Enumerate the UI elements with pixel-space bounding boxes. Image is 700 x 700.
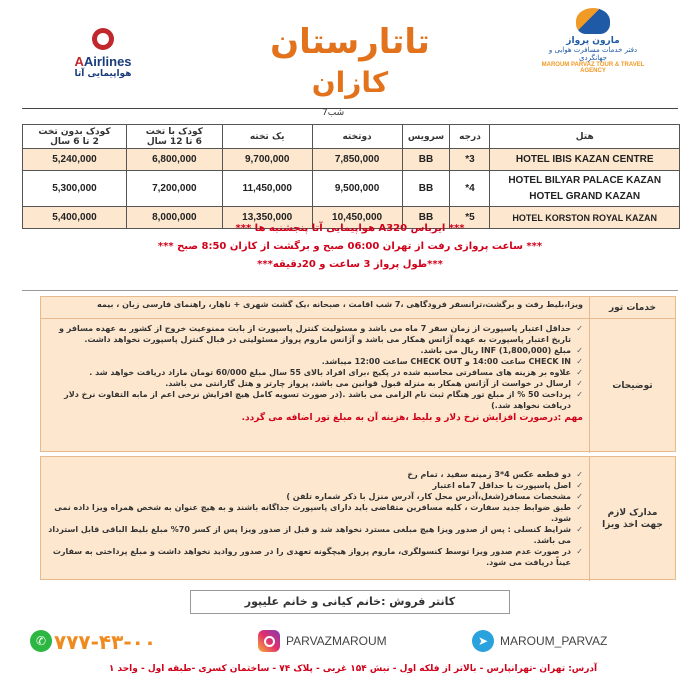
sales-counter: کانتر فروش :خانم کیانی و خانم علیپور xyxy=(190,590,510,614)
logo-right-fa2: دفتر خدمات مسافرت هوایی و جهانگردی xyxy=(548,46,638,62)
list-item: ✓ CHECK IN ساعت 14:00 و CHECK OUT ساعت 12:00 میباشد. xyxy=(47,356,583,367)
header-star: درجه xyxy=(450,125,490,149)
price-double: 7,850,000 xyxy=(312,149,402,171)
ata-logo-icon xyxy=(92,28,114,50)
hotel-service: BB xyxy=(402,149,450,171)
divider xyxy=(22,108,678,109)
list-item: ✓ اصل پاسپورت با حداقل 7ماه اعتبار xyxy=(47,480,583,491)
logo-right-en: MAROUM PARVAZ TOUR & TRAVEL AGENCY xyxy=(541,62,645,74)
tour-details-block xyxy=(40,296,676,452)
list-item: ✓ در صورت عدم صدور ویزا توسط کنسولگری، ماروم پرواز هیچگونه تعهدی را در صدور روادید نخواهد داشت و مبلغ پرداختی به سفارت عیناً دریافت می شود. xyxy=(47,546,583,568)
notes-list xyxy=(41,321,589,426)
price-child-nobed: 5,400,000 xyxy=(23,207,127,229)
table-row xyxy=(23,171,680,207)
list-item: ✓ مشخصات مسافر(شغل،آدرس محل کار، آدرس منزل با ذکر شماره تلفن ) xyxy=(47,491,583,502)
flight-line-3: ***طول پرواز 3 ساعت و 20دقیقه*** xyxy=(257,259,443,270)
divider xyxy=(22,290,678,291)
list-item: ✓ شرایط کنسلی : پس از صدور ویزا هیچ مبلغی مسترد نخواهد شد و قبل از صدور ویزا پس از کسر 70% مبلغ بلیط الباقی قابل استرداد می باشد. xyxy=(47,524,583,546)
hotel-name-2: HOTEL GRAND KAZAN xyxy=(529,190,641,202)
header-child-nobed: کودک بدون تخت 2 تا 6 سال xyxy=(23,125,127,149)
hotel-name: HOTEL KORSTON ROYAL KAZAN xyxy=(490,207,680,229)
logo-right-fa1: مارون پرواز xyxy=(566,36,620,46)
instagram-handle[interactable]: PARVAZMAROUM xyxy=(286,634,387,648)
notes-label: توضیحات xyxy=(589,319,675,453)
flight-info xyxy=(60,220,640,274)
price-single: 9,700,000 xyxy=(222,149,312,171)
list-item: ✓ حداقل اعتبار پاسپورت از زمان سفر 7 ماه می باشد و مسئولیت کنترل پاسپورت از بابت ممنوعیت خروج از کشور به عهده مسافر و تاریخ اعتبار پاسپورت به عهده آژانس همکار می باشد و آژانس ماروم پرواز مسئولیتی در قبال کنترل پاسپورت نخواهد داشت. xyxy=(47,323,583,345)
page-title: تاتارستان xyxy=(270,22,430,62)
hotel-price-table xyxy=(22,124,680,229)
important-note: مهم :درصورت افزایش نرخ دلار و بلیط ،هزینه آن به مبلغ تور اضافه می گردد. xyxy=(241,413,583,423)
ata-airlines-logo: AAirlines هواپیمایی آتا xyxy=(58,28,148,79)
logo-left-fa: هواپیمایی آتا xyxy=(74,69,132,79)
price-single: 11,450,000 xyxy=(222,171,312,207)
hotel-service: BB xyxy=(402,171,450,207)
header-hotel: هتل xyxy=(490,125,680,149)
flight-line-1: *** ایرباس A320 هواپیمایی آتا پنجشنبه ها *** xyxy=(235,223,465,234)
price-single: 13,350,000 xyxy=(222,207,312,229)
price-child-nobed: 5,240,000 xyxy=(23,149,127,171)
hotel-star: 4* xyxy=(450,171,490,207)
documents-block xyxy=(40,456,676,580)
hotel-service: BB xyxy=(402,207,450,229)
maroum-parvaz-logo xyxy=(538,8,648,74)
list-item: ✓ ارسال در خواست از آژانس همکار به منزله قبول قوانین می باشد، پرواز چارتر و هتل گارانتی می باشد. xyxy=(47,378,583,389)
hotel-name-1: HOTEL BILYAR PALACE KAZAN xyxy=(508,174,662,186)
hotel-name xyxy=(490,171,680,207)
price-child-nobed: 5,300,000 xyxy=(23,171,127,207)
hotel-star: 3* xyxy=(450,149,490,171)
header-child-bed: کودک با تخت 6 تا 12 سال xyxy=(126,125,222,149)
bird-logo-icon xyxy=(576,8,610,34)
flight-line-2: *** ساعت پروازی رفت از تهران 06:00 صبح و برگشت از کازان 8:50 صبح *** xyxy=(157,241,543,252)
telegram-icon[interactable]: ➤ xyxy=(472,630,494,652)
list-item: ✓ علاوه بر هزینه های مسافرتی محاسبه شده در پکیج ،برای افراد بالای 55 سال مبلغ 60/000 تومان مازاد دریافت خواهد شد . xyxy=(47,367,583,378)
list-item: ✓ مبلغ INF (1,800,000) ریال می باشد. xyxy=(47,345,583,356)
table-header-row xyxy=(23,125,680,149)
price-double: 10,450,000 xyxy=(312,207,402,229)
services-label: خدمات تور xyxy=(589,297,675,319)
list-item: ✓ پرداخت 50 % از مبلغ تور هنگام ثبت نام الزامی می باشد .(در صورت تسویه کامل هیچ افزایش نرخی اعم از مابه التفاوت نرخ دلار دریافت نخواهد شد.) xyxy=(47,389,583,411)
list-item: ✓ دو قطعه عکس 4*3 زمینه سفید ، تمام رخ xyxy=(47,469,583,480)
header-double: دوتخته xyxy=(312,125,402,149)
price-child-bed: 8,000,000 xyxy=(126,207,222,229)
instagram-icon[interactable] xyxy=(258,630,280,652)
page-subtitle: کازان xyxy=(311,66,389,99)
nights-label: 7شب xyxy=(322,108,345,118)
price-child-bed: 7,200,000 xyxy=(126,171,222,207)
price-double: 9,500,000 xyxy=(312,171,402,207)
table-row xyxy=(23,149,680,171)
documents-label: مدارک لازم جهت اخذ ویزا xyxy=(589,457,675,581)
telegram-handle[interactable]: MAROUM_PARVAZ xyxy=(500,634,608,648)
address: آدرس: تهران -تهرانپارس - بالاتر از فلکه اول - نبش ۱۵۴ غربی - پلاک ۷۴ - ساختمان کسری -طبقه اول - واحد ۱ xyxy=(108,664,598,674)
logo-left-en: Airlines xyxy=(83,54,132,69)
phone-number[interactable]: ۷۷۷-۴۳-۰۰ xyxy=(54,630,157,654)
header-service: سرویس xyxy=(402,125,450,149)
hotel-star: 5* xyxy=(450,207,490,229)
contact-footer xyxy=(22,622,678,684)
hotel-name: HOTEL IBIS KAZAN CENTRE xyxy=(490,149,680,171)
header-single: یک تخته xyxy=(222,125,312,149)
price-child-bed: 6,800,000 xyxy=(126,149,222,171)
whatsapp-icon[interactable]: ✆ xyxy=(30,630,52,652)
documents-list xyxy=(41,467,589,570)
services-text: ویزا،بلیط رفت و برگشت،ترانسفر فرودگاهی ،7 شب اقامت ، صبحانه ،یک گشت شهری + ناهار، راهنمای فارسی زبان ، بیمه xyxy=(41,297,589,319)
list-item: ✓ طبق ضوابط جدید سفارت ، کلیه مسافرین متقاضی باید دارای پاسپورت جداگانه باشند و به هیچ عنوان به شخص همراه ویزا داده نمی شود. xyxy=(47,502,583,524)
